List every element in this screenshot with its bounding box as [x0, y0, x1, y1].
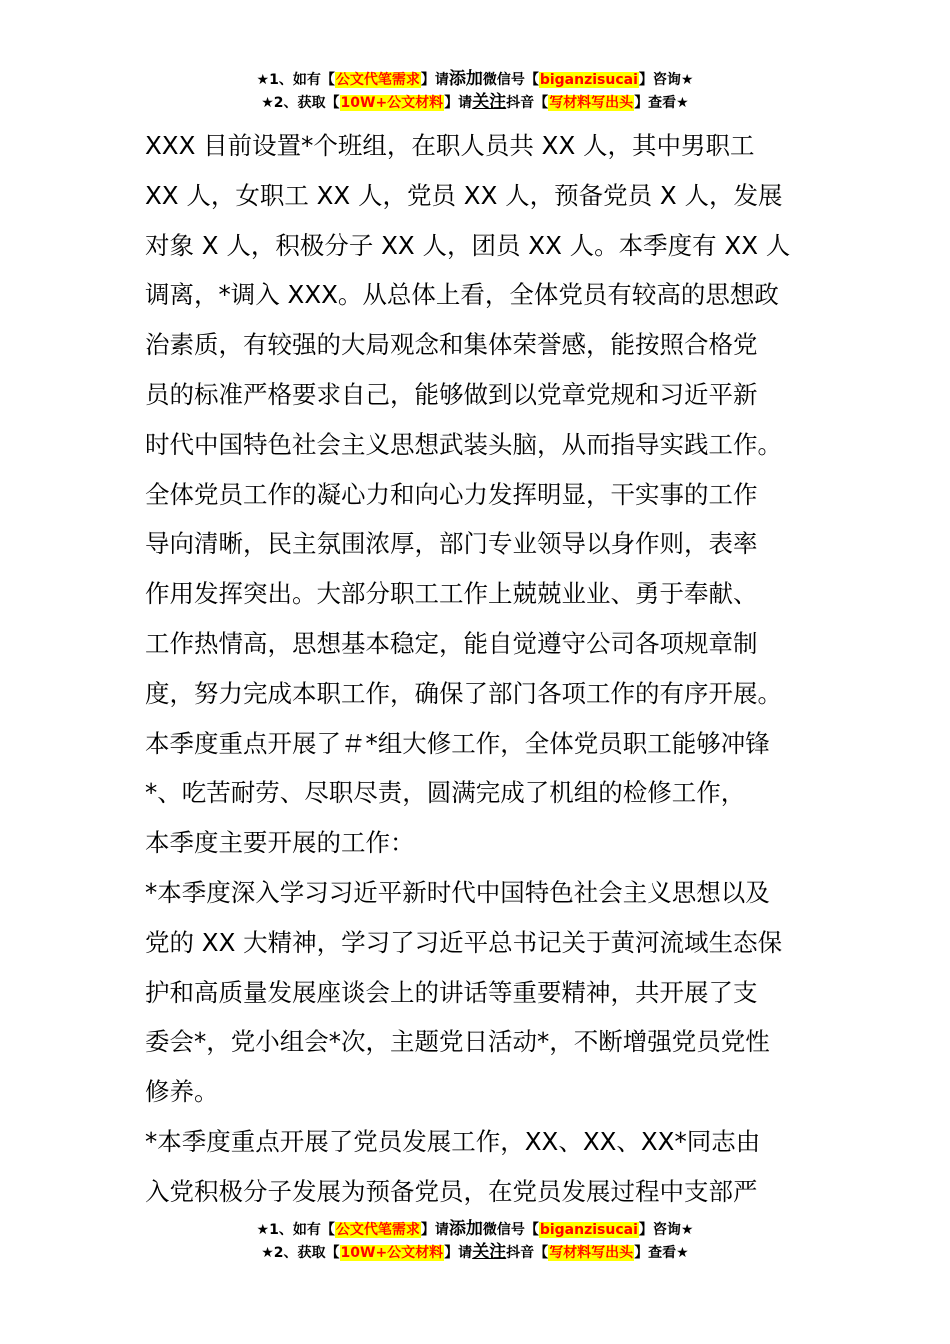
- body-line: 调离，*调入 XXX。从总体上看，全体党员有较高的思想政: [145, 280, 779, 310]
- highlight-wechat-id: biganzisucai: [539, 72, 638, 88]
- banner-emphasis: 关注: [472, 92, 507, 112]
- banner-text: 】请: [444, 95, 473, 111]
- banner-text: 微信号【: [482, 72, 539, 88]
- banner-text: 】请: [420, 1222, 449, 1238]
- banner-text: 】查看★: [634, 95, 689, 111]
- banner-emphasis: 关注: [472, 1242, 507, 1262]
- banner-text: 微信号【: [482, 1222, 539, 1238]
- banner-text: 】查看★: [634, 1245, 689, 1261]
- banner-text: 】请: [444, 1245, 473, 1261]
- highlight-douyin: 写材料写出头: [549, 95, 634, 111]
- highlight-materials: 10W+公文材料: [340, 95, 444, 111]
- header-banner: [0, 68, 950, 114]
- body-line: *本季度深入学习习近平新时代中国特色社会主义思想以及: [145, 877, 770, 907]
- body-line: 全体党员工作的凝心力和向心力发挥明显，干实事的工作: [145, 479, 758, 509]
- banner-text: 】咨询★: [638, 1222, 694, 1238]
- body-line: 导向清晰，民主氛围浓厚，部门专业领导以身作则，表率: [145, 529, 758, 559]
- body-line: 度，努力完成本职工作，确保了部门各项工作的有序开展。: [145, 678, 782, 708]
- banner-text: ★1、如有【: [256, 72, 335, 88]
- body-line: 对象 X 人，积极分子 XX 人，团员 XX 人。本季度有 XX 人: [145, 230, 791, 260]
- highlight-wechat-id: biganzisucai: [539, 1222, 638, 1238]
- body-line: 员的标准严格要求自己，能够做到以党章党规和习近平新: [145, 379, 758, 409]
- highlight-service: 公文代笔需求: [335, 72, 420, 88]
- body-line: 工作热情高，思想基本稳定，能自觉遵守公司各项规章制: [145, 628, 758, 658]
- document-body: [145, 121, 815, 1217]
- body-line: *、吃苦耐劳、尽职尽责，圆满完成了机组的检修工作，: [145, 778, 746, 808]
- banner-text: ★2、获取【: [261, 95, 340, 111]
- body-line: 本季度主要开展的工作：: [145, 828, 415, 858]
- banner-text: 】请: [420, 72, 449, 88]
- highlight-douyin: 写材料写出头: [549, 1245, 634, 1261]
- body-line: 入党积极分子发展为预备党员，在党员发展过程中支部严: [145, 1176, 758, 1206]
- banner-text: ★2、获取【: [261, 1245, 340, 1261]
- body-line: 委会*，党小组会*次，主题党日活动*，不断增强党员党性: [145, 1027, 770, 1057]
- banner-text: 抖音【: [506, 1245, 549, 1261]
- body-line: *本季度重点开展了党员发展工作，XX、XX、XX*同志由: [145, 1126, 761, 1156]
- banner-line-1: [0, 1218, 950, 1241]
- body-line: 作用发挥突出。大部分职工工作上兢兢业业、勇于奉献、: [145, 579, 758, 609]
- body-line: 治素质，有较强的大局观念和集体荣誉感，能按照合格党: [145, 330, 758, 360]
- banner-text: ★1、如有【: [256, 1222, 335, 1238]
- banner-line-2: [0, 91, 950, 114]
- body-line: 党的 XX 大精神，学习了习近平总书记关于黄河流域生态保: [145, 927, 783, 957]
- body-line: 护和高质量发展座谈会上的讲话等重要精神，共开展了支: [145, 977, 758, 1007]
- highlight-service: 公文代笔需求: [335, 1222, 420, 1238]
- banner-line-1: [0, 68, 950, 91]
- highlight-materials: 10W+公文材料: [340, 1245, 444, 1261]
- body-line: XXX 目前设置*个班组，在职人员共 XX 人，其中男职工: [145, 131, 755, 160]
- banner-emphasis: 添加: [448, 69, 483, 89]
- body-line: XX 人，女职工 XX 人，党员 XX 人，预备党员 X 人，发展: [145, 180, 783, 210]
- footer-banner: [0, 1218, 950, 1264]
- banner-line-2: [0, 1241, 950, 1264]
- banner-emphasis: 添加: [448, 1219, 483, 1239]
- banner-text: 】咨询★: [638, 72, 694, 88]
- body-line: 时代中国特色社会主义思想武装头脑，从而指导实践工作。: [145, 429, 782, 459]
- banner-text: 抖音【: [506, 95, 549, 111]
- body-line: 本季度重点开展了＃*组大修工作，全体党员职工能够冲锋: [145, 728, 770, 758]
- body-line: 修养。: [145, 1077, 219, 1107]
